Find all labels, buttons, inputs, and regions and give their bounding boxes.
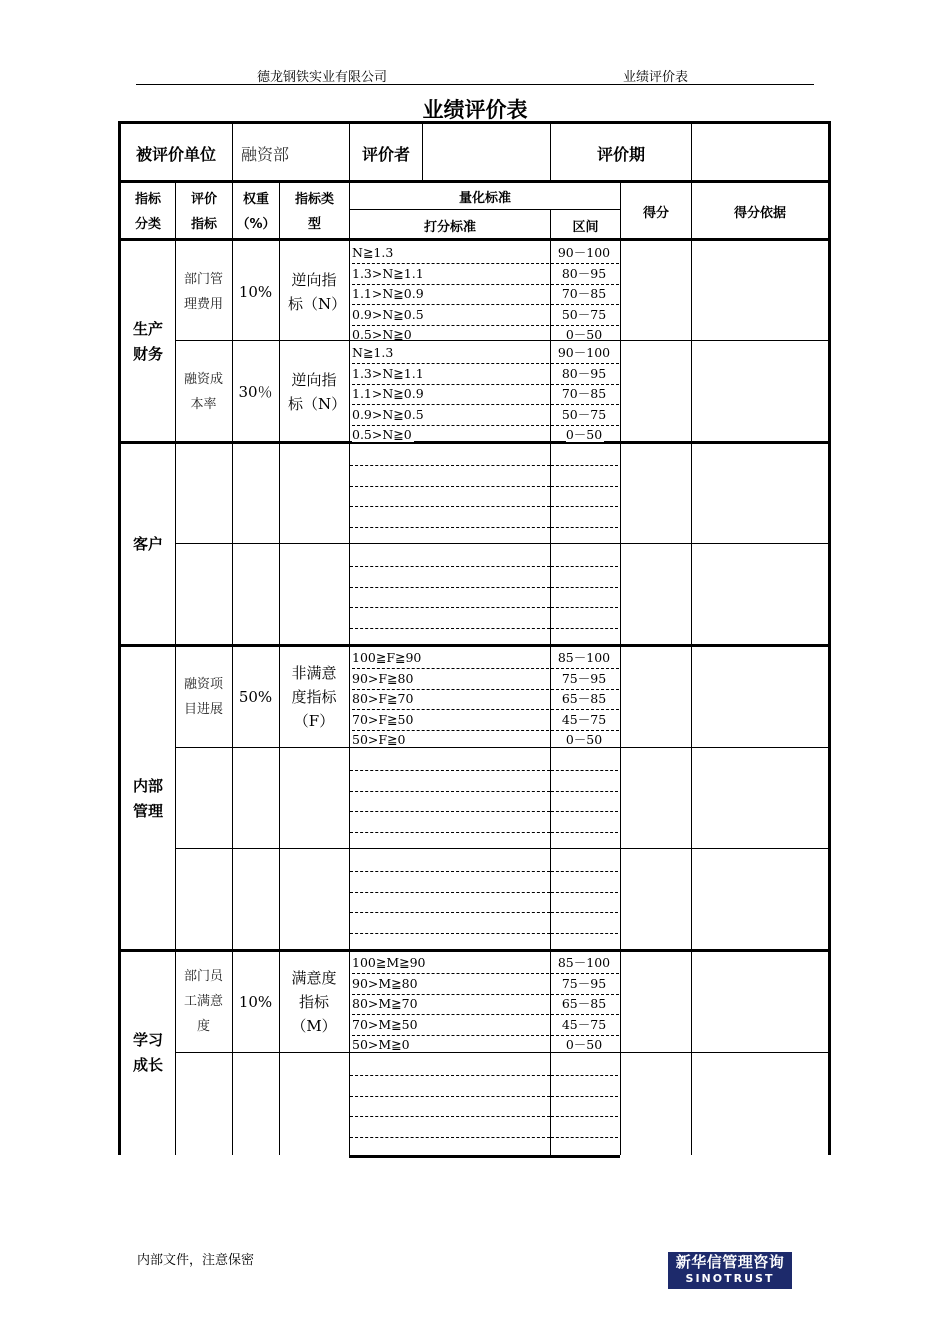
row-weight [232, 1053, 279, 1154]
range-text: 90－100 [557, 345, 611, 360]
criterion-text: 80>M≧70 [352, 996, 418, 1011]
col-type: 指标类型 [294, 191, 334, 232]
range-text: 65－85 [561, 691, 607, 706]
criterion-row [352, 243, 549, 264]
rule-header-col-2 [279, 180, 280, 240]
row-weight: 10% [238, 282, 273, 301]
category-0: 生产财务 [133, 320, 164, 363]
row-type [279, 544, 349, 645]
row-score-cell[interactable] [620, 544, 691, 645]
row-basis-cell[interactable] [691, 443, 828, 544]
criterion-text: N≧1.3 [352, 345, 394, 360]
criterion-row [352, 1015, 549, 1036]
range-row [551, 384, 619, 405]
row-score-cell[interactable] [620, 341, 691, 442]
range-row [551, 1015, 619, 1036]
row-indicator: 融资项目进展 [183, 676, 223, 717]
row-basis-cell[interactable] [691, 748, 828, 849]
evaluator-label: 评价者 [361, 144, 410, 164]
row-weight [232, 443, 279, 544]
header-doc-name: 业绩评价表 [623, 70, 689, 85]
criterion-blank-line[interactable] [350, 812, 550, 833]
range-blank-line[interactable] [551, 546, 618, 567]
row-basis-cell[interactable] [691, 951, 828, 1052]
evaluator-value[interactable] [423, 124, 550, 182]
range-row [551, 264, 619, 285]
range-blank-line[interactable] [551, 1096, 618, 1117]
criterion-text: 50>F≧0 [352, 732, 406, 747]
col-quant: 量化标准 [458, 191, 511, 206]
row-type: 满意度指标（M） [291, 968, 337, 1035]
rule-info-col-4 [691, 121, 692, 180]
row-score-cell[interactable] [620, 849, 691, 950]
range-blank-line[interactable] [551, 466, 618, 487]
row-score-cell[interactable] [620, 443, 691, 544]
range-blank-line[interactable] [551, 812, 618, 833]
range-row [551, 305, 619, 326]
range-row [551, 243, 619, 264]
row-type: 逆向指标（N） [288, 370, 347, 413]
criterion-text: 80>F≧70 [352, 691, 414, 706]
criterion-blank-line[interactable] [350, 466, 550, 487]
criterion-row [352, 648, 549, 669]
period-value[interactable] [692, 124, 828, 182]
criterion-row [352, 405, 549, 426]
range-blank-line[interactable] [551, 913, 618, 934]
col-indicator: 评价指标 [190, 191, 217, 232]
category-3: 学习成长 [133, 1031, 164, 1074]
row-score-cell[interactable] [620, 1053, 691, 1154]
row-indicator [175, 544, 232, 645]
range-blank-line[interactable] [551, 608, 618, 629]
row-type: 逆向指标（N） [288, 270, 347, 313]
range-blank-line[interactable] [551, 872, 618, 893]
rule-header-col-3 [349, 180, 350, 240]
rule-info-col-2 [422, 121, 423, 180]
col-weight: 权重（%） [236, 191, 276, 232]
criterion-blank-line[interactable] [350, 608, 550, 629]
range-text: 70－85 [561, 286, 607, 301]
row-weight [232, 748, 279, 849]
criterion-text: 90>M≧80 [352, 975, 418, 991]
criterion-text: 70>M≧50 [352, 1016, 418, 1032]
range-row [551, 974, 619, 995]
criterion-text: 70>F≧50 [352, 711, 414, 727]
range-row [551, 325, 619, 345]
row-weight: 30％ [238, 383, 273, 401]
rule-header-col-1 [232, 180, 233, 240]
criterion-blank-line[interactable] [350, 750, 550, 771]
range-blank-line[interactable] [551, 851, 618, 872]
category-1: 客户 [133, 535, 164, 553]
row-indicator [175, 849, 232, 950]
criterion-row [352, 425, 549, 445]
criterion-text: 0.5>N≧0 [352, 327, 412, 342]
row-type [279, 443, 349, 544]
evaluation-table [118, 121, 831, 1155]
criterion-text: 50>M≧0 [352, 1037, 410, 1052]
header-company: 德龙钢铁实业有限公司 [257, 70, 388, 85]
range-text: 70－85 [561, 386, 607, 401]
criterion-row [352, 953, 549, 974]
row-basis-cell[interactable] [691, 341, 828, 442]
row-indicator: 部门员工满意度 [183, 969, 223, 1034]
range-row [551, 953, 619, 974]
criterion-blank-line[interactable] [350, 507, 550, 528]
criterion-row [352, 364, 549, 385]
row-basis-cell[interactable] [691, 241, 828, 342]
range-blank-line[interactable] [551, 587, 618, 608]
criterion-blank-line[interactable] [350, 913, 550, 934]
col-score: 得分 [642, 206, 669, 221]
range-row [551, 648, 619, 669]
rule-header-col-5 [691, 180, 692, 240]
criterion-row [352, 343, 549, 364]
row-weight [232, 544, 279, 645]
criterion-text: 0.9>N≧0.5 [352, 406, 424, 422]
rule-quant-split [349, 209, 620, 210]
row-indicator [175, 748, 232, 849]
row-indicator [175, 443, 232, 544]
range-text: 75－95 [561, 670, 607, 686]
rule-body-crit-left [349, 241, 350, 1157]
range-blank-line[interactable] [551, 445, 618, 466]
page-title: 业绩评价表 [422, 98, 528, 122]
col-range: 区间 [572, 220, 599, 235]
criterion-text: 100≧M≧90 [352, 955, 426, 970]
range-text: 45－75 [561, 1016, 607, 1032]
row-basis-cell[interactable] [691, 646, 828, 747]
rule-header-col-0 [175, 180, 176, 240]
criterion-row [352, 974, 549, 995]
criterion-blank-line[interactable] [350, 486, 550, 507]
rule-header-col-4 [620, 180, 621, 240]
criterion-blank-line[interactable] [350, 546, 550, 567]
range-blank-line[interactable] [551, 1076, 618, 1097]
row-weight: 10% [238, 992, 273, 1011]
range-text: 75－95 [561, 975, 607, 991]
range-text: 0－50 [565, 732, 603, 747]
period-label: 评价期 [596, 144, 645, 164]
criterion-row [352, 710, 549, 731]
criterion-text: N≧1.3 [352, 245, 394, 260]
rule-info-col-1 [349, 121, 350, 180]
criterion-text: 1.1>N≧0.9 [352, 286, 424, 301]
row-score-cell[interactable] [620, 951, 691, 1052]
range-blank-line[interactable] [551, 507, 618, 528]
range-text: 85－100 [557, 955, 611, 970]
criterion-blank-line[interactable] [350, 791, 550, 812]
range-text: 90－100 [557, 245, 611, 260]
criterion-blank-line[interactable] [350, 567, 550, 588]
range-blank-line[interactable] [551, 1055, 618, 1076]
row-basis-cell[interactable] [691, 544, 828, 645]
criterion-text: 90>F≧80 [352, 670, 414, 686]
rule-info-col-3 [550, 121, 551, 180]
range-row [551, 343, 619, 364]
criterion-text: 1.3>N≧1.1 [352, 265, 424, 281]
criterion-row [352, 284, 549, 305]
row-type: 非满意度指标（F） [291, 663, 337, 730]
range-text: 80－95 [561, 365, 607, 381]
criterion-row [352, 994, 549, 1015]
row-basis-cell[interactable] [691, 849, 828, 950]
row-score-cell[interactable] [620, 646, 691, 747]
criterion-row [352, 264, 549, 285]
range-blank-line[interactable] [551, 791, 618, 812]
sinotrust-logo [668, 1252, 792, 1289]
range-blank-line[interactable] [551, 567, 618, 588]
row-score-cell[interactable] [620, 241, 691, 342]
criterion-row [352, 325, 549, 345]
criterion-blank-line[interactable] [350, 892, 550, 913]
criterion-row [352, 305, 549, 326]
unit-value[interactable]: 融资部 [241, 144, 290, 164]
row-score-cell[interactable] [620, 748, 691, 849]
range-text: 50－75 [561, 406, 607, 422]
range-text: 0－50 [565, 427, 603, 442]
criterion-text: 0.5>N≧0 [352, 427, 412, 442]
range-row [551, 710, 619, 731]
row-basis-cell[interactable] [691, 1053, 828, 1154]
range-blank-line[interactable] [551, 892, 618, 913]
row-type [279, 748, 349, 849]
criterion-row [352, 689, 549, 710]
rule-crit-bottom [349, 1155, 620, 1158]
row-weight: 50% [238, 687, 273, 706]
row-indicator [175, 1053, 232, 1154]
range-row [551, 669, 619, 690]
range-row [551, 689, 619, 710]
col-category: 指标分类 [134, 191, 161, 232]
range-blank-line[interactable] [551, 1117, 618, 1138]
row-indicator: 部门管理费用 [183, 271, 223, 312]
criterion-blank-line[interactable] [350, 1096, 550, 1117]
rule-info-col-0 [232, 121, 233, 180]
criterion-text: 100≧F≧90 [352, 650, 422, 665]
range-row [551, 425, 619, 445]
range-row [551, 364, 619, 385]
range-text: 85－100 [557, 650, 611, 665]
range-text: 80－95 [561, 265, 607, 281]
criterion-text: 0.9>N≧0.5 [352, 306, 424, 322]
logo-en: SINOTRUST [685, 1272, 775, 1285]
criterion-blank-line[interactable] [350, 587, 550, 608]
header-rule [136, 84, 814, 85]
row-type [279, 1053, 349, 1154]
criterion-row [352, 384, 549, 405]
row-indicator: 融资成本率 [183, 371, 223, 412]
range-row [551, 994, 619, 1015]
range-text: 0－50 [565, 327, 603, 342]
range-text: 50－75 [561, 306, 607, 322]
criterion-blank-line[interactable] [350, 445, 550, 466]
row-weight [232, 849, 279, 950]
criterion-row [352, 669, 549, 690]
range-text: 45－75 [561, 711, 607, 727]
criterion-blank-line[interactable] [350, 1055, 550, 1076]
range-text: 0－50 [565, 1037, 603, 1052]
criterion-blank-line[interactable] [350, 851, 550, 872]
range-row [551, 405, 619, 426]
unit-label: 被评价单位 [135, 144, 216, 164]
row-type [279, 849, 349, 950]
criterion-text: 1.1>N≧0.9 [352, 386, 424, 401]
col-basis: 得分依据 [733, 206, 786, 221]
logo-cn: 新华信管理咨询 [675, 1253, 785, 1271]
range-row [551, 284, 619, 305]
range-blank-line[interactable] [551, 750, 618, 771]
criterion-blank-line[interactable] [350, 872, 550, 893]
criterion-blank-line[interactable] [350, 1117, 550, 1138]
category-2: 内部管理 [133, 776, 164, 820]
rule-info-bottom [118, 180, 831, 183]
footer-note: 内部文件，注意保密 [137, 1253, 255, 1268]
range-blank-line[interactable] [551, 486, 618, 507]
criterion-blank-line[interactable] [350, 771, 550, 792]
range-text: 65－85 [561, 996, 607, 1011]
range-blank-line[interactable] [551, 771, 618, 792]
col-scoring: 打分标准 [423, 220, 476, 235]
criterion-blank-line[interactable] [350, 1076, 550, 1097]
criterion-text: 1.3>N≧1.1 [352, 365, 424, 381]
rule-header-range-col [550, 209, 551, 240]
